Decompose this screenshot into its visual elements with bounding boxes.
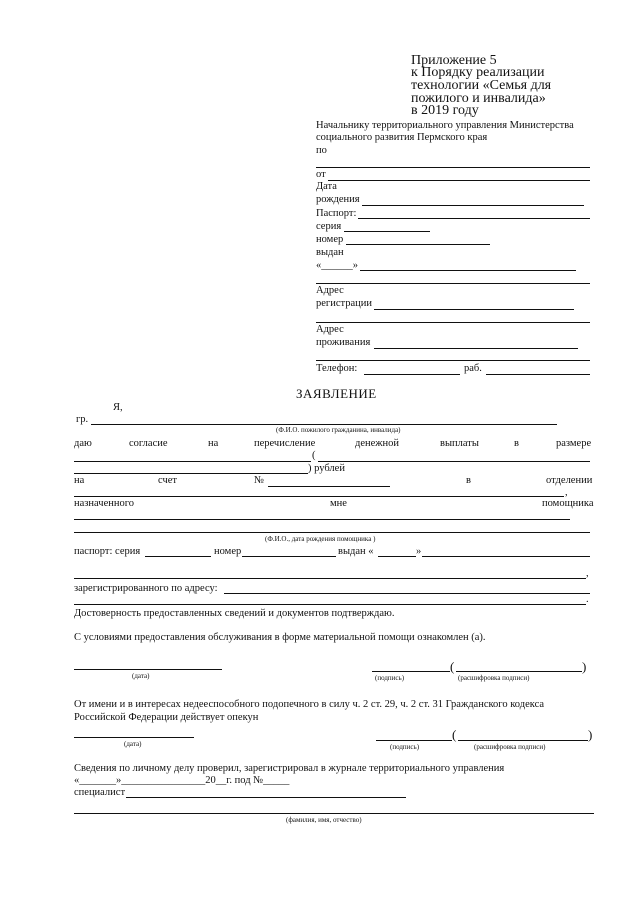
helper-name-line[interactable] bbox=[74, 519, 570, 520]
addressee-line-2: социального развития Пермского края bbox=[316, 132, 488, 143]
appendix-line-5: в 2019 году bbox=[411, 103, 479, 118]
date-caption-1: (дата) bbox=[132, 672, 150, 680]
consent-word-8: размере bbox=[556, 438, 592, 449]
helper-address-dot: . bbox=[586, 594, 589, 605]
page-title: ЗАЯВЛЕНИЕ bbox=[296, 386, 377, 401]
addressee-po-line[interactable] bbox=[316, 167, 590, 168]
reg-address-line[interactable] bbox=[374, 309, 574, 310]
helper-caption: (Ф.И.О., дата рождения помощника ) bbox=[265, 535, 376, 543]
account-number-line[interactable] bbox=[268, 486, 390, 487]
appendix-line-1: Приложение 5 bbox=[411, 53, 497, 68]
live-address-label-1: Адрес bbox=[316, 324, 344, 335]
decode-paren-open-1: ( bbox=[450, 659, 455, 674]
helper-passport-series-line[interactable] bbox=[145, 556, 211, 557]
consent-word-1: даю bbox=[74, 438, 92, 449]
account-word-1: на bbox=[74, 475, 85, 486]
consent-word-3: на bbox=[208, 438, 219, 449]
live-address-line[interactable] bbox=[374, 348, 578, 349]
signature-caption-2: (подпись) bbox=[390, 743, 420, 751]
helper-registered-label: зарегистрированного по адресу: bbox=[74, 583, 218, 594]
appendix-line-3: технологии «Семья для bbox=[411, 78, 552, 93]
decode-caption-2: (расшифровка подписи) bbox=[474, 743, 546, 751]
work-phone-label: раб. bbox=[464, 363, 482, 374]
helper-passport-number-label: номер bbox=[214, 546, 242, 557]
account-number-sign: № bbox=[254, 475, 265, 486]
passport-line[interactable] bbox=[358, 218, 590, 219]
specialist-name-caption: (фамилия, имя, отчество) bbox=[286, 816, 362, 824]
helper-address-line-2[interactable] bbox=[74, 604, 586, 605]
issued-label: выдан bbox=[316, 247, 344, 258]
issued-date: «______» bbox=[316, 260, 358, 271]
date-line-2[interactable] bbox=[74, 737, 194, 738]
account-word-4: в bbox=[466, 475, 471, 486]
appendix-line-2: к Порядку реализации bbox=[411, 65, 545, 80]
from-name-line[interactable] bbox=[328, 180, 590, 181]
helper-dob-line[interactable] bbox=[74, 532, 590, 533]
passport-label: Паспорт: bbox=[316, 208, 357, 219]
addressee-po: по bbox=[316, 145, 327, 156]
date-line-1[interactable] bbox=[74, 669, 222, 670]
consent-word-2: согласие bbox=[129, 438, 168, 449]
phone-label: Телефон: bbox=[316, 363, 358, 374]
specialist-label: специалист bbox=[74, 787, 126, 798]
decode-line-2[interactable] bbox=[458, 740, 588, 741]
decode-paren-open-2: ( bbox=[452, 727, 457, 742]
signature-line-2[interactable] bbox=[376, 740, 452, 741]
addressee-line-1: Начальнику территориального управления Министерства bbox=[316, 120, 574, 131]
specialist-line[interactable] bbox=[126, 797, 406, 798]
consent-word-4: перечисление bbox=[254, 438, 316, 449]
helper-passport-issuer-line[interactable] bbox=[422, 556, 590, 557]
bank-branch-line[interactable] bbox=[74, 496, 564, 497]
helper-issuer-comma: , bbox=[586, 568, 589, 579]
live-address-label-2: проживания bbox=[316, 337, 371, 348]
helper-passport-series-label: паспорт: серия bbox=[74, 546, 141, 557]
consent-word-6: выплаты bbox=[440, 438, 479, 449]
dob-label-1: Дата bbox=[316, 181, 337, 192]
bank-branch-comma: , bbox=[565, 487, 568, 498]
citizen-name-line[interactable] bbox=[91, 424, 557, 425]
series-label: серия bbox=[316, 221, 342, 232]
ya-label: Я, bbox=[113, 402, 123, 413]
signature-line-1[interactable] bbox=[372, 671, 450, 672]
account-word-2: счет bbox=[158, 475, 177, 486]
amount-words-line-2[interactable] bbox=[74, 473, 308, 474]
terms-text: С условиями предоставления обслуживания в форме материальной помощи ознакомлен (а). bbox=[74, 632, 486, 643]
issued-by-line-2[interactable] bbox=[316, 283, 590, 284]
decode-paren-close-2: ) bbox=[588, 727, 593, 742]
amount-words-line[interactable] bbox=[318, 461, 590, 462]
reg-address-label-2: регистрации bbox=[316, 298, 372, 309]
amount-paren-open: ( bbox=[312, 450, 316, 461]
confirmation-text: Достоверность предоставленных сведений и документов подтверждаю. bbox=[74, 608, 395, 619]
specialist-name-line[interactable] bbox=[74, 813, 594, 814]
date-caption-2: (дата) bbox=[124, 740, 142, 748]
issued-by-line[interactable] bbox=[360, 270, 576, 271]
number-label: номер bbox=[316, 234, 344, 245]
helper-passport-number-line[interactable] bbox=[242, 556, 336, 557]
helper-passport-issuer-line-2[interactable] bbox=[74, 578, 586, 579]
rubles-label: ) рублей bbox=[308, 463, 345, 474]
number-line[interactable] bbox=[346, 244, 490, 245]
decode-caption-1: (расшифровка подписи) bbox=[458, 674, 530, 682]
reg-address-label-1: Адрес bbox=[316, 285, 344, 296]
guardian-line-1: От имени и в интересах недееспособного подопечного в силу ч. 2 ст. 29, ч. 2 ст. 31 Гражданского кодекса bbox=[74, 699, 545, 710]
account-word-5: отделении bbox=[546, 475, 593, 486]
assigned-word-1: назначенного bbox=[74, 498, 135, 509]
decode-paren-close-1: ) bbox=[582, 659, 587, 674]
helper-passport-date-close: » bbox=[416, 546, 422, 557]
decode-line-1[interactable] bbox=[456, 671, 582, 672]
dob-label-2: рождения bbox=[316, 194, 360, 205]
work-phone-line[interactable] bbox=[486, 374, 590, 375]
consent-word-5: денежной bbox=[355, 438, 400, 449]
live-address-line-2[interactable] bbox=[316, 360, 590, 361]
appendix-line-4: пожилого и инвалида» bbox=[411, 91, 546, 106]
helper-address-line[interactable] bbox=[224, 593, 590, 594]
reg-address-line-2[interactable] bbox=[316, 322, 590, 323]
citizen-name-caption: (Ф.И.О. пожилого гражданина, инвалида) bbox=[276, 426, 401, 434]
signature-caption-1: (подпись) bbox=[375, 674, 405, 682]
journal-entry: «_______»________________20__г. под №_____ bbox=[74, 775, 290, 786]
assigned-word-2: мне bbox=[330, 498, 347, 509]
series-line[interactable] bbox=[344, 231, 430, 232]
verification-text: Сведения по личному делу проверил, зарегистрировал в журнале территориального управления bbox=[74, 763, 505, 774]
amount-digits-line[interactable] bbox=[74, 461, 311, 462]
assigned-word-3: помощника bbox=[542, 498, 594, 509]
helper-passport-issued-label: выдан « bbox=[338, 546, 374, 557]
phone-line[interactable] bbox=[364, 374, 460, 375]
guardian-line-2: Российской Федерации действует опекун bbox=[74, 712, 259, 723]
dob-line[interactable] bbox=[362, 205, 584, 206]
helper-passport-date-line[interactable] bbox=[378, 556, 416, 557]
gr-label: гр. bbox=[76, 414, 89, 425]
addressee-ot: от bbox=[316, 169, 326, 180]
consent-word-7: в bbox=[514, 438, 519, 449]
